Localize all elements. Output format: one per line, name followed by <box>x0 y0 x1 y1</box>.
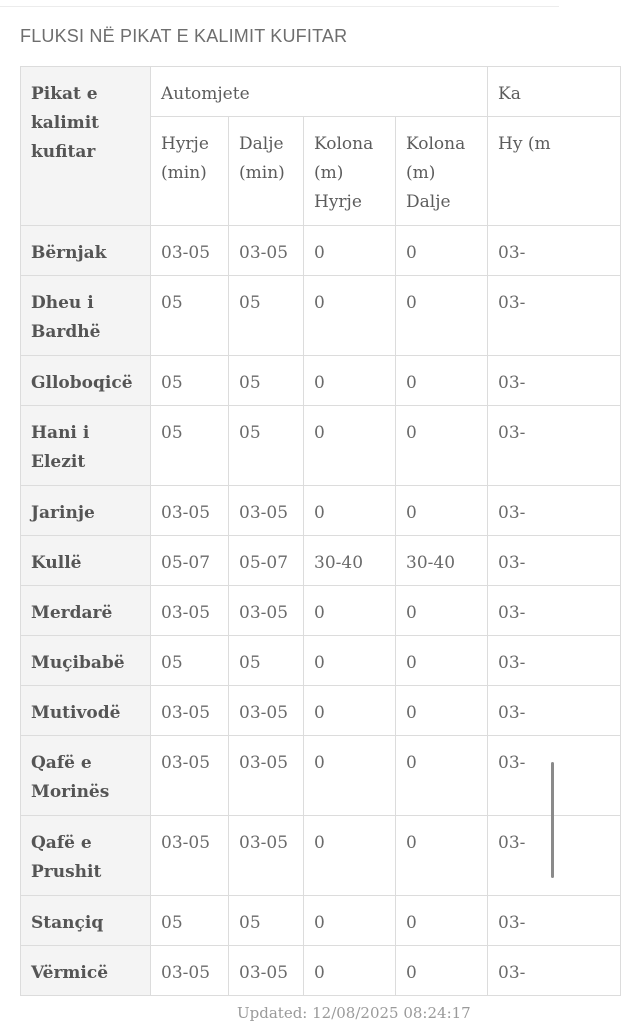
row-name: Muçibabë <box>21 636 151 686</box>
table-row <box>21 896 621 946</box>
cell-exit-time: 05 <box>229 356 304 406</box>
cell-queue-entry: 0 <box>304 816 396 896</box>
cell-exit-time: 03-05 <box>229 486 304 536</box>
vertical-scrollbar[interactable] <box>551 762 554 878</box>
header-group-next: Ka <box>488 67 621 117</box>
table-row <box>21 586 621 636</box>
cell-entry-time: 05 <box>151 636 229 686</box>
cell-exit-time: 05 <box>229 406 304 486</box>
row-name: Dheu i Bardhë <box>21 276 151 356</box>
cell-next-entry: 03- <box>488 406 621 486</box>
header-crossing-points: Pikat e kalimit kufitar <box>21 67 151 226</box>
cell-next-entry: 03- <box>488 586 621 636</box>
cell-entry-time: 05 <box>151 356 229 406</box>
cell-next-entry: 03- <box>488 276 621 356</box>
cell-exit-time: 03-05 <box>229 946 304 996</box>
cell-queue-entry: 0 <box>304 406 396 486</box>
cell-queue-exit: 0 <box>396 226 488 276</box>
cell-entry-time: 03-05 <box>151 816 229 896</box>
cell-queue-exit: 0 <box>396 636 488 686</box>
table-row <box>21 356 621 406</box>
table-row <box>21 536 621 586</box>
cell-queue-entry: 0 <box>304 736 396 816</box>
row-name: Jarinje <box>21 486 151 536</box>
cell-queue-entry: 0 <box>304 486 396 536</box>
row-name: Glloboqicë <box>21 356 151 406</box>
cell-queue-exit: 0 <box>396 486 488 536</box>
table-row <box>21 406 621 486</box>
cell-entry-time: 05 <box>151 276 229 356</box>
cell-exit-time: 03-05 <box>229 226 304 276</box>
cell-next-entry: 03- <box>488 636 621 686</box>
cell-entry-time: 05-07 <box>151 536 229 586</box>
cell-next-entry: 03- <box>488 736 621 816</box>
table-row <box>21 736 621 816</box>
table-row <box>21 946 621 996</box>
cell-queue-entry: 0 <box>304 636 396 686</box>
cell-queue-entry: 0 <box>304 226 396 276</box>
row-name: Mutivodë <box>21 686 151 736</box>
cell-entry-time: 05 <box>151 406 229 486</box>
cell-entry-time: 05 <box>151 896 229 946</box>
cell-exit-time: 03-05 <box>229 686 304 736</box>
cell-queue-exit: 0 <box>396 406 488 486</box>
table-row <box>21 276 621 356</box>
cell-exit-time: 05-07 <box>229 536 304 586</box>
cell-exit-time: 05 <box>229 896 304 946</box>
cell-queue-exit: 0 <box>396 686 488 736</box>
cell-next-entry: 03- <box>488 486 621 536</box>
cell-queue-entry: 0 <box>304 946 396 996</box>
cell-queue-exit: 30-40 <box>396 536 488 586</box>
header-queue-exit: Kolona (m) Dalje <box>396 117 488 226</box>
cell-exit-time: 03-05 <box>229 816 304 896</box>
cell-entry-time: 03-05 <box>151 946 229 996</box>
row-name: Bërnjak <box>21 226 151 276</box>
table-row <box>21 486 621 536</box>
table-row <box>21 686 621 736</box>
cell-exit-time: 05 <box>229 276 304 356</box>
page-title: FLUKSI NË PIKAT E KALIMIT KUFITAR <box>20 26 348 46</box>
row-name: Qafë e Prushit <box>21 816 151 896</box>
row-name: Kullë <box>21 536 151 586</box>
cell-next-entry: 03- <box>488 896 621 946</box>
cell-entry-time: 03-05 <box>151 226 229 276</box>
header-next-entry: Hy (m <box>488 117 621 226</box>
border-flux-table <box>20 66 621 996</box>
cell-queue-exit: 0 <box>396 356 488 406</box>
cell-entry-time: 03-05 <box>151 586 229 636</box>
header-group-vehicles: Automjete <box>151 67 488 117</box>
header-exit-min: Dalje (min) <box>229 117 304 226</box>
cell-queue-entry: 0 <box>304 686 396 736</box>
cell-queue-exit: 0 <box>396 276 488 356</box>
cell-next-entry: 03- <box>488 946 621 996</box>
table-row <box>21 816 621 896</box>
table-row <box>21 226 621 276</box>
cell-queue-exit: 0 <box>396 586 488 636</box>
cell-exit-time: 03-05 <box>229 586 304 636</box>
cell-next-entry: 03- <box>488 226 621 276</box>
header-entry-min: Hyrje (min) <box>151 117 229 226</box>
table-scroll-container[interactable] <box>20 66 551 997</box>
cell-next-entry: 03- <box>488 536 621 586</box>
cell-queue-entry: 30-40 <box>304 536 396 586</box>
cell-queue-exit: 0 <box>396 736 488 816</box>
top-divider <box>0 6 559 7</box>
cell-queue-exit: 0 <box>396 816 488 896</box>
cell-next-entry: 03- <box>488 816 621 896</box>
cell-exit-time: 03-05 <box>229 736 304 816</box>
row-name: Hani i Elezit <box>21 406 151 486</box>
row-name: Stançiq <box>21 896 151 946</box>
table-row <box>21 636 621 686</box>
row-name: Qafë e Morinës <box>21 736 151 816</box>
header-queue-entry: Kolona (m) Hyrje <box>304 117 396 226</box>
cell-queue-entry: 0 <box>304 276 396 356</box>
cell-next-entry: 03- <box>488 686 621 736</box>
updated-timestamp: Updated: 12/08/2025 08:24:17 <box>237 1004 471 1022</box>
cell-entry-time: 03-05 <box>151 486 229 536</box>
cell-queue-entry: 0 <box>304 356 396 406</box>
cell-queue-exit: 0 <box>396 896 488 946</box>
cell-exit-time: 05 <box>229 636 304 686</box>
cell-queue-entry: 0 <box>304 586 396 636</box>
cell-entry-time: 03-05 <box>151 686 229 736</box>
row-name: Merdarë <box>21 586 151 636</box>
cell-entry-time: 03-05 <box>151 736 229 816</box>
cell-next-entry: 03- <box>488 356 621 406</box>
row-name: Vërmicë <box>21 946 151 996</box>
cell-queue-exit: 0 <box>396 946 488 996</box>
cell-queue-entry: 0 <box>304 896 396 946</box>
